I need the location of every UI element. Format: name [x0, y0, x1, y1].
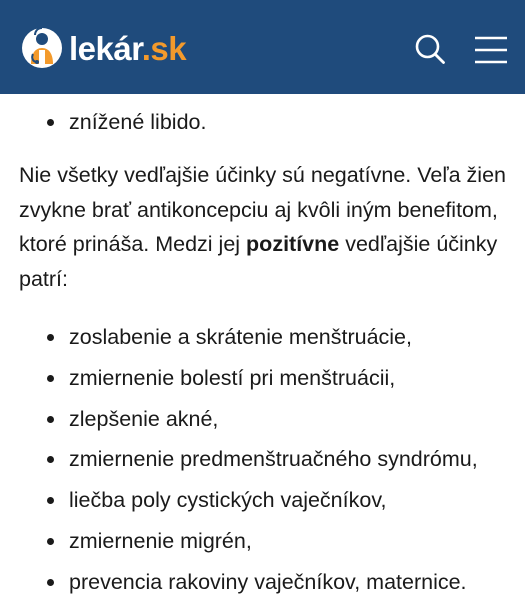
benefits-list — [19, 320, 509, 606]
list-item: zoslabenie a skrátenie menštruácie, — [19, 320, 509, 361]
paragraph-bold-text: pozitívne — [246, 232, 340, 256]
article-content — [19, 94, 509, 606]
search-icon[interactable] — [414, 33, 446, 65]
site-header — [0, 0, 525, 94]
article-paragraph — [19, 158, 509, 296]
list-item: liečba poly cystických vaječníkov, — [19, 483, 509, 524]
hamburger-menu-icon[interactable] — [474, 36, 508, 64]
side-effects-list — [19, 105, 509, 139]
list-item: zmiernenie predmenštruačného syndrómu, — [19, 442, 509, 483]
list-item: zmiernenie migrén, — [19, 524, 509, 565]
doctor-logo-icon — [21, 24, 63, 72]
logo-tld: .sk — [141, 29, 187, 67]
paragraph-text: Nie všetky vedľajšie účinky sú negatívne. Veľa žien zvykne brať antikoncepciu aj kvôli iným benefitom, ktoré prináša. Medzi jej — [19, 163, 506, 256]
logo-brand: lekár — [69, 29, 142, 67]
site-logo[interactable] — [21, 24, 186, 72]
list-item: znížené libido. — [19, 105, 509, 139]
paragraph-text-end: vedľajšie účinky patrí: — [19, 232, 498, 291]
list-item: zmiernenie bolestí pri menštruácii, — [19, 361, 509, 402]
list-item: zlepšenie akné, — [19, 402, 509, 443]
site-logo-text — [69, 29, 187, 67]
list-item: prevencia rakoviny vaječníkov, maternice. — [19, 565, 509, 606]
